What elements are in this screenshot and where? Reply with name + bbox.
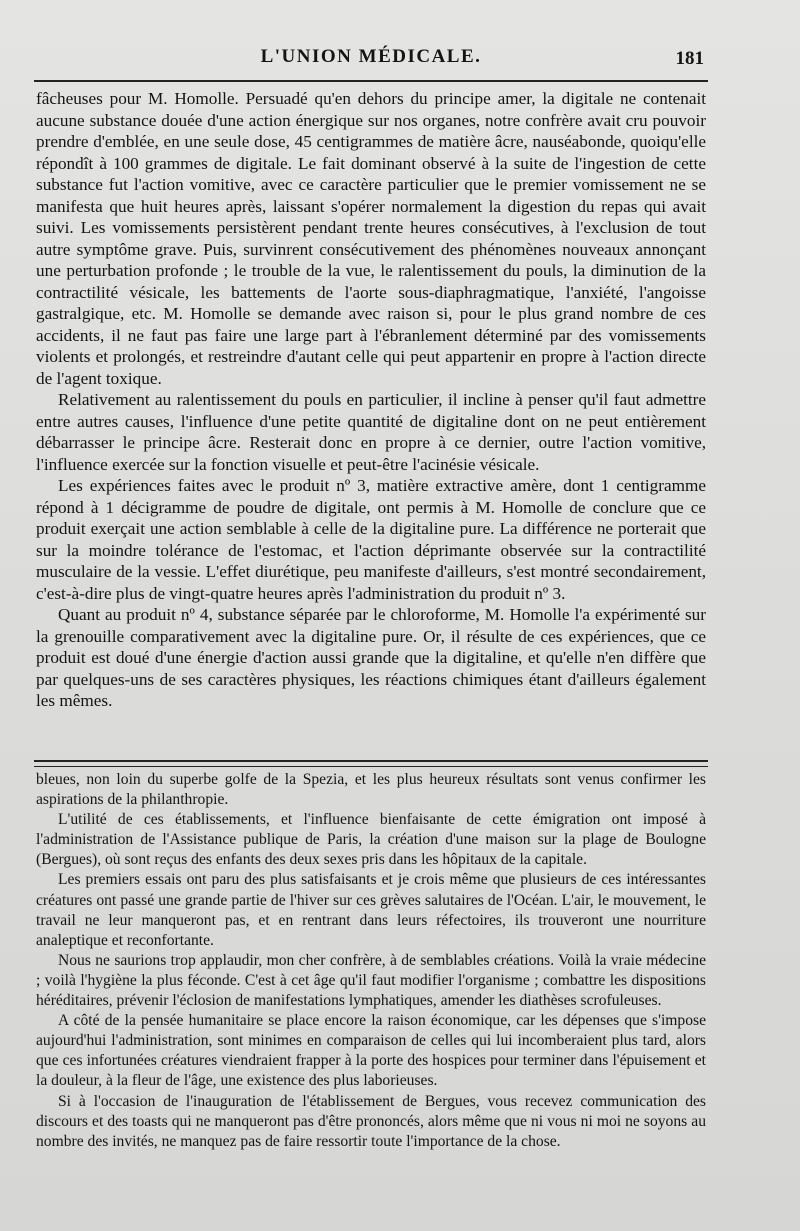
- main-article: [36, 88, 706, 712]
- article-paragraph: fâcheuses pour M. Homolle. Persuadé qu'en dehors du principe amer, la digitale ne contenait aucune substance douée d'une action énergique sur nos organes, notre confrère avait cru pouvoir prendre d'emblée, en une seule dose, 45 centigrammes de matière âcre, nauséabonde, quoiqu'elle répondît à 100 grammes de digitale. Le fait dominant observé à la suite de l'ingestion de cette substance fut l'action vomitive, avec ce caractère particulier que le premier vomissement ne se manifesta que huit heures après, laissant s'opérer normalement la digestion du repas qui avait suivi. Les vomissements persistèrent pendant trente heures consécutives, à l'exclusion de tout autre symptôme grave. Puis, survinrent consécutivement des phénomènes nouveaux annonçant une perturbation profonde ; le trouble de la vue, le ralentissement du pouls, la diminution de la contractilité vésicale, les battements de l'aorte sous-diaphragmatique, l'anxiété, l'angoisse gastralgique, etc. M. Homolle se demande avec raison si, pour le plus grand nombre de ces accidents, il ne faut pas faire une large part à l'ébranlement déterminé par des vomissements violents et prolongés, et restreindre d'autant celle qui peut appartenir en propre à l'action directe de l'agent toxique.: [36, 89, 706, 388]
- feuilleton-paragraph: A côté de la pensée humanitaire se place encore la raison économique, car les dépenses que s'impose aujourd'hui l'administration, sont minimes en comparaison de celles qui lui incomberaient plus tard, alors que ces infortunées créatures viendraient frapper à la porte des hospices pour terminer dans l'épuisement et la douleur, à la fleur de l'âge, une existence des plus laborieuses.: [36, 1012, 706, 1090]
- feuilleton-paragraph: Nous ne saurions trop applaudir, mon cher confrère, à de semblables créations. Voilà la vraie médecine ; voilà l'hygiène la plus féconde. C'est à cet âge qu'il faut modifier l'organisme ; combattre les dispositions héréditaires, prévenir l'éclosion de manifestations lymphatiques, amender les diathèses scrofuleuses.: [36, 951, 706, 1010]
- feuilleton-paragraph: Les premiers essais ont paru des plus satisfaisants et je crois même que plusieurs de ces intéressantes créatures ont passé une grande partie de l'hiver sur ces grèves salutaires de l'Océan. L'air, le mouvement, le travail ne leur manqueront pas, et en rentrant dans leurs réfectoires, ils trouveront une nourriture analeptique et reconfortante.: [36, 871, 706, 949]
- article-paragraph: Quant au produit nº 4, substance séparée par le chloroforme, M. Homolle l'a expérimenté sur la grenouille comparativement avec la digitaline pure. Or, il résulte de ces expériences, que ce produit est doué d'une énergie d'action aussi grande que la digitaline, et qu'elle n'en diffère que par quelques-uns de ses caractères physiques, les réactions chimiques étant d'ailleurs également les mêmes.: [36, 605, 706, 710]
- running-head: [34, 42, 708, 76]
- feuilleton-column: [36, 770, 706, 1152]
- article-paragraph: Les expériences faites avec le produit nº 3, matière extractive amère, dont 1 centigramme répond à 1 décigramme de poudre de digitale, ont permis à M. Homolle de conclure que ce produit exerçait une action semblable à celle de la digitaline pure. La différence ne porterait que sur la moindre tolérance de l'estomac, et l'action déprimante observée sur la contractilité musculaire de la vessie. L'effet diurétique, peu manifeste d'ailleurs, s'est montré secondairement, c'est-à-dire plus de vingt-quatre heures après l'administration du produit nº 3.: [36, 476, 706, 603]
- journal-title: L'UNION MÉDICALE.: [260, 46, 482, 67]
- feuilleton-separator: [34, 760, 708, 762]
- article-paragraph: Relativement au ralentissement du pouls en particulier, il incline à penser qu'il faut admettre entre autres causes, l'influence d'une petite quantité de digitaline dont on ne peut entièrement débarrasser le principe âcre. Resterait donc en propre à ce dernier, outre l'action vomitive, l'influence exercée sur la fonction visuelle et peut-être l'acinésie vésicale.: [36, 390, 706, 474]
- feuilleton-paragraph: Si à l'occasion de l'inauguration de l'établissement de Bergues, vous recevez communication des discours et des toasts qui ne manqueront pas d'être prononcés, alors même que ni vous ni moi ne soyons au nombre des invités, ne manquez pas de faire ressortir toute l'importance de la chose.: [36, 1092, 706, 1150]
- feuilleton-paragraph: bleues, non loin du superbe golfe de la Spezia, et les plus heureux résultats sont venus confirmer les aspirations de la philanthropie.: [36, 771, 706, 809]
- header-rule: [34, 80, 708, 82]
- feuilleton-paragraph: L'utilité de ces établissements, et l'influence bienfaisante de cette émigration ont imposé à l'administration de l'Assistance publique de Paris, la création d'une maison sur la plage de Boulogne (Bergues), où sont reçus des enfants des deux sexes pris dans les hôpitaux de la capitale.: [36, 811, 706, 869]
- page-number: 181: [675, 48, 704, 69]
- feuilleton-separator-thin: [34, 766, 708, 767]
